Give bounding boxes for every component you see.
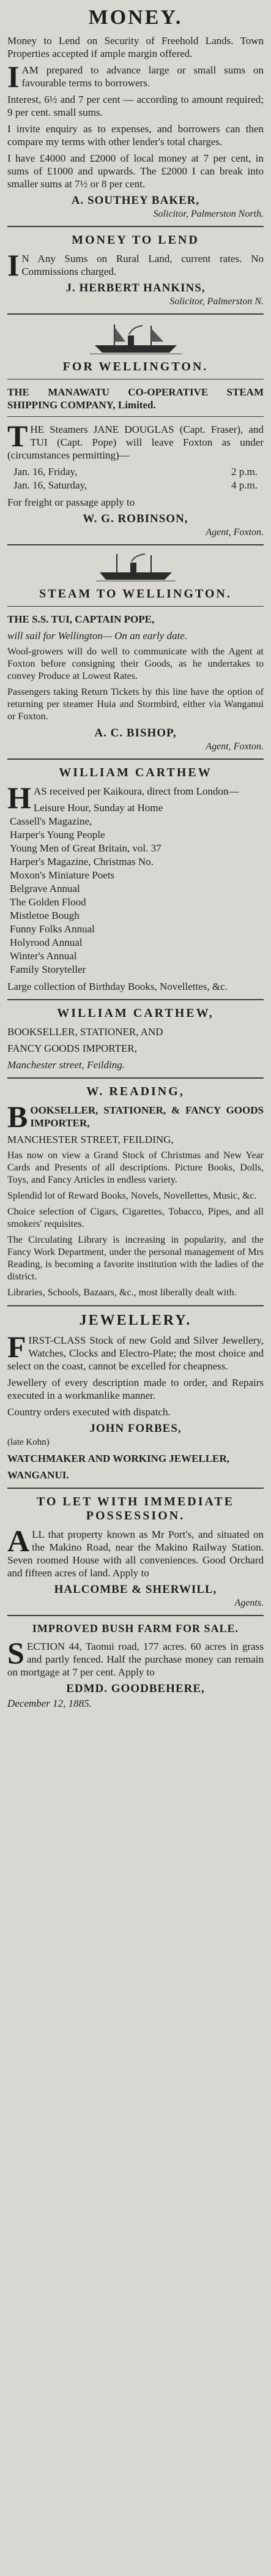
jewellery-heading: JEWELLERY. (79, 1312, 192, 1328)
money-intro-text: Money to Lend on Security of Freehold Lands. Town Properties accepted if ample margin offered. (7, 35, 264, 59)
carthew-bookseller-advertisement (7, 1006, 264, 1071)
reading-paragraph-3: Choice selection of Cigars, Cigarettes, Tobacco, Pipes, and all smokers' requisites. (7, 1207, 264, 1229)
section-divider (7, 758, 264, 760)
book-list-item: Winter's Annual (10, 950, 77, 962)
jewellery-signature-line-2: WATCHMAKER AND WORKING JEWELLER, (7, 1453, 230, 1464)
bush-farm-text: SECTION 44, Taonui road, 177 acres. 60 acres in grass and partly fenced. Half the purchase money can remain on mortgage at 7 per cent. Apply to (7, 1636, 264, 1678)
for-wellington-heading: FOR WELLINGTON. (62, 360, 209, 373)
money-to-lend-text: IN Any Sums on Rural Land, current rates. No Commissions charged. (7, 248, 264, 282)
steam-to-wellington-signature-title: Agent, Foxton. (206, 741, 264, 752)
jewellery-signature-line-3: WANGANUI. (7, 1469, 69, 1481)
money-to-lend-advertisement (7, 233, 264, 307)
reading-address: MANCHESTER STREET, FEILDING, (7, 1134, 174, 1145)
reading-paragraph-4: The Circulating Library is increasing in popularity, and the Fancy Work Department, under the personal management of Mrs Reading, is becoming a favorite institution with the ladies of the district. (7, 1235, 264, 1282)
section-divider (7, 1077, 264, 1079)
reading-heading: W. READING, (86, 1085, 185, 1098)
carthew-books-outro: Large collection of Birthday Books, Novellettes, &c. (7, 981, 228, 992)
money-paragraph-1: IAM prepared to advance large or small sums on favourable terms to borrowers. (7, 59, 264, 94)
reading-paragraph-2: Splendid lot of Reward Books, Novels, Novellettes, Music, &c. (7, 1191, 257, 1201)
reading-trade-line: BOOKSELLER, STATIONER, & FANCY GOODS IMPORTER, (7, 1099, 264, 1134)
steamship-illustration (90, 321, 182, 355)
carthew-books-intro: HAS received per Kaikoura, direct from London— (7, 781, 239, 815)
money-paragraph-2: Interest, 6½ and 7 per cent — according to amount required; 9 per cent. small sums. (7, 94, 264, 118)
carthew-bookseller-line-2: FANCY GOODS IMPORTER, (7, 1043, 137, 1054)
money-signature-name: A. SOUTHEY BAKER, (71, 194, 200, 207)
for-wellington-text: THE Steamers JANE DOUGLAS (Capt. Fraser), and TUI (Capt. Pope) will leave Foxton as under (circumstances permitting)— (7, 419, 264, 461)
jewellery-signature-name: JOHN FORBES, (89, 1422, 182, 1435)
book-list-item: Leisure Hour, Sunday at Home (33, 802, 163, 814)
book-list-item: Cassell's Magazine, (10, 815, 92, 827)
carthew-bookseller-line-1: BOOKSELLER, STATIONER, AND (7, 1026, 163, 1038)
jewellery-signature-line-1: (late Kohn) (7, 1437, 50, 1447)
book-list-item: Mistletoe Bough (10, 910, 80, 921)
sailing-date: Jan. 16, Saturday, (13, 479, 87, 491)
book-list-item: Holyrood Annual (10, 937, 83, 948)
section-divider (7, 999, 264, 1000)
wool-growers-notice: Wool-growers will do well to communicate with the Agent at Foxton before consigning their Goods, as he undertakes to convey Produce at Lowest Rates. (7, 646, 264, 681)
sailing-time: 4 p.m. (231, 479, 258, 491)
jewellery-paragraph-2: Jewellery of every description made to order, and Repairs executed in a workmanlike manner. (7, 1377, 264, 1401)
money-advertisement (7, 6, 264, 220)
carthew-books-advertisement (7, 766, 264, 993)
section-divider (7, 1615, 264, 1616)
sailing-row-1 (7, 465, 264, 479)
jewellery-advertisement (7, 1312, 264, 1481)
for-wellington-advertisement (7, 321, 264, 538)
bush-farm-date: December 12, 1885. (7, 1698, 92, 1709)
money-paragraph-3: I invite enquiry as to expenses, and borrowers can then compare my terms with other lender's total charges. (7, 123, 264, 148)
carthew-bookseller-address: Manchester street, Feilding. (7, 1059, 125, 1071)
steam-to-wellington-advertisement (7, 552, 264, 752)
money-to-lend-signature-name: J. HERBERT HANKINS, (65, 282, 206, 294)
book-list-item: Belgrave Annual (10, 883, 80, 894)
bush-farm-signature-name: EDMD. GOODBEHERE, (66, 1682, 205, 1695)
for-wellington-signature-name: W. G. ROBINSON, (83, 512, 188, 525)
steam-to-wellington-signature-name: A. C. BISHOP, (94, 727, 177, 739)
tui-sailing-date: will sail for Wellington— On an early date. (7, 630, 188, 642)
reading-advertisement (7, 1085, 264, 1299)
money-to-lend-signature-title: Solicitor, Palmerston N. (169, 296, 264, 307)
money-signature-title: Solicitor, Palmerston North. (153, 209, 264, 219)
section-divider (7, 544, 264, 545)
section-divider (7, 606, 264, 607)
tui-sailing-line: THE S.S. TUI, CAPTAIN POPE, (7, 613, 155, 625)
book-list-item: Harper's Magazine, Christmas No. (10, 856, 154, 867)
bush-farm-advertisement (7, 1622, 264, 1710)
reading-paragraph-1: Has now on view a Grand Stock of Christmas and New Year Cards and Presents of all descriptions. Picture Books, Dolls, Toys, and Fancy Articles in endless variety. (7, 1150, 264, 1185)
sailing-date: Jan. 16, Friday, (13, 466, 78, 477)
section-divider (7, 1305, 264, 1306)
section-divider (7, 1488, 264, 1489)
return-tickets-notice: Passengers taking Return Tickets by this line have the option of returning per steamer Huia and Stormbird, either via Wanganui or Foxton. (7, 687, 264, 722)
reading-paragraph-5: Libraries, Schools, Bazaars, &c., most liberally dealt with. (7, 1287, 237, 1298)
shipping-company-name: THE MANAWATU CO-OPERATIVE STEAM SHIPPING COMPANY, Limited. (7, 386, 264, 411)
to-let-signature-name: HALCOMBE & SHERWILL, (54, 1583, 217, 1596)
money-paragraph-4: I have £4000 and £2000 of local money at 7 per cent, in sums of £1000 and upwards. The £2000 I can break into smaller sums at 7½ or 8 per cent. (7, 152, 264, 190)
to-let-signature-title: Agents. (234, 1598, 264, 1608)
to-let-advertisement (7, 1495, 264, 1609)
book-list-item: The Golden Flood (10, 896, 86, 908)
book-list-item: Young Men of Great Britain, vol. 37 (10, 842, 161, 854)
money-heading: MONEY. (88, 6, 183, 29)
section-divider (7, 379, 264, 380)
bush-farm-heading: IMPROVED BUSH FARM FOR SALE. (32, 1622, 239, 1634)
book-list-item: Harper's Young People (10, 829, 105, 841)
book-list-item: Moxon's Miniature Poets (10, 869, 115, 881)
section-divider (7, 416, 264, 417)
jewellery-paragraph-3: Country orders executed with dispatch. (7, 1406, 171, 1418)
money-to-lend-heading: MONEY TO LEND (72, 233, 199, 247)
to-let-text: ALL that property known as Mr Port's, and situated on the Makino Road, near the Makino Railway Station. Seven roomed House with all conveniences. Good Orchard and fifteen acres of land. Apply to (7, 1524, 264, 1579)
for-wellington-signature-title: Agent, Foxton. (206, 527, 264, 537)
carthew-books-heading: WILLIAM CARTHEW (59, 766, 212, 779)
carthew-bookseller-heading: WILLIAM CARTHEW, (57, 1006, 214, 1020)
sailing-time: 2 p.m. (231, 466, 258, 477)
section-divider (7, 313, 264, 315)
sailing-row-2 (7, 479, 264, 492)
section-divider (7, 226, 264, 227)
to-let-heading: TO LET WITH IMMEDIATE POSSESSION. (36, 1495, 235, 1522)
steamship-illustration (96, 552, 176, 582)
steam-to-wellington-heading: STEAM TO WELLINGTON. (39, 587, 232, 601)
for-wellington-apply-text: For freight or passage apply to (7, 496, 135, 508)
jewellery-paragraph-1: FIRST-CLASS Stock of new Gold and Silver Jewellery, Watches, Clocks and Electro-Plate; the most choice and select on the coast, cannot be excelled for cheapness. (7, 1330, 264, 1372)
book-list-item: Funny Folks Annual (10, 923, 95, 935)
book-list-item: Family Storyteller (10, 964, 86, 975)
